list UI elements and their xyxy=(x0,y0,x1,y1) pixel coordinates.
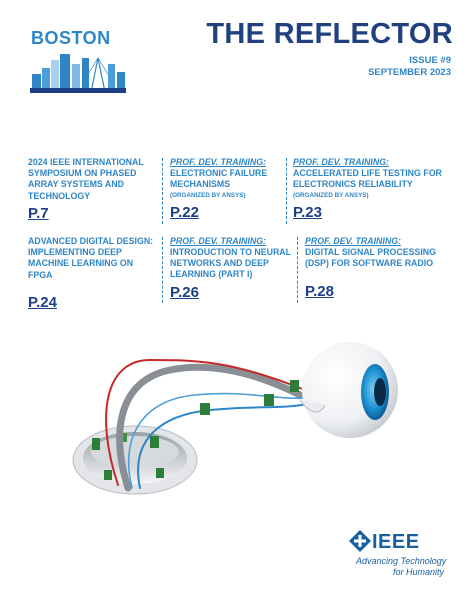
cable-bundle xyxy=(106,360,318,488)
toc-page-link[interactable]: P.7 xyxy=(28,204,49,222)
toc-item[interactable] xyxy=(28,236,158,312)
prof-dev-label: PROF. DEV. TRAINING: xyxy=(170,236,266,246)
toc-title: INTRODUCTION TO NEURAL NETWORKS AND DEEP LEARNING (PART I) xyxy=(170,247,291,280)
circuit-chip xyxy=(290,380,299,392)
toc-title: ACCELERATED LIFE TESTING FOR ELECTRONICS RELIABILITY xyxy=(293,168,442,190)
toc-page-link[interactable]: P.26 xyxy=(170,283,199,301)
boston-skyline-icon xyxy=(28,50,128,94)
cover-illustration xyxy=(0,320,467,520)
socket-hole xyxy=(73,426,197,494)
toc-item[interactable] xyxy=(305,236,450,301)
ieee-logo xyxy=(349,527,449,587)
toc-page-link[interactable]: P.24 xyxy=(28,293,57,311)
toc-item[interactable] xyxy=(28,157,155,223)
toc-title: 2024 IEEE INTERNATIONAL SYMPOSIUM ON PHASED ARRAY SYSTEMS AND TECHNOLOGY xyxy=(28,157,144,201)
ieee-tagline: Advancing Technology xyxy=(356,556,447,566)
toc-title: ADVANCED DIGITAL DESIGN: IMPLEMENTING DEEP MACHINE LEARNING ON FPGA xyxy=(28,236,154,280)
toc-title: ELECTRONIC FAILURE MECHANISMS xyxy=(170,168,268,190)
prof-dev-label: PROF. DEV. TRAINING: xyxy=(170,157,266,167)
ieee-tagline: for Humanity xyxy=(393,567,445,577)
column-divider xyxy=(286,158,287,224)
toc-item[interactable] xyxy=(293,157,443,222)
toc-subtitle: (ORGANIZED BY ANSYS) xyxy=(293,192,369,200)
toc-item[interactable] xyxy=(170,236,294,302)
column-divider xyxy=(162,158,163,224)
issue-number: ISSUE #9 xyxy=(409,55,451,66)
column-divider xyxy=(162,237,163,303)
logo-text: BOSTON xyxy=(31,28,111,48)
ieee-wordmark: IEEE xyxy=(372,531,420,553)
circuit-chip xyxy=(264,394,274,406)
boston-section-logo xyxy=(28,28,128,94)
issue-info xyxy=(368,55,451,79)
circuit-chip xyxy=(200,403,210,415)
newsletter-title: THE REFLECTOR xyxy=(206,18,453,50)
toc-item[interactable] xyxy=(170,157,284,222)
toc-title: DIGITAL SIGNAL PROCESSING (DSP) FOR SOFTWARE RADIO xyxy=(305,247,436,269)
prof-dev-label: PROF. DEV. TRAINING: xyxy=(293,157,389,167)
column-divider xyxy=(297,237,298,303)
toc-subtitle: (ORGANIZED BY ANSYS) xyxy=(170,192,246,200)
toc-page-link[interactable]: P.23 xyxy=(293,204,322,222)
eyeball xyxy=(300,342,398,438)
toc-page-link[interactable]: P.22 xyxy=(170,204,199,222)
toc-page-link[interactable]: P.28 xyxy=(305,283,334,301)
issue-date: SEPTEMBER 2023 xyxy=(368,67,451,78)
ieee-diamond-icon xyxy=(349,530,371,552)
prof-dev-label: PROF. DEV. TRAINING: xyxy=(305,236,401,246)
